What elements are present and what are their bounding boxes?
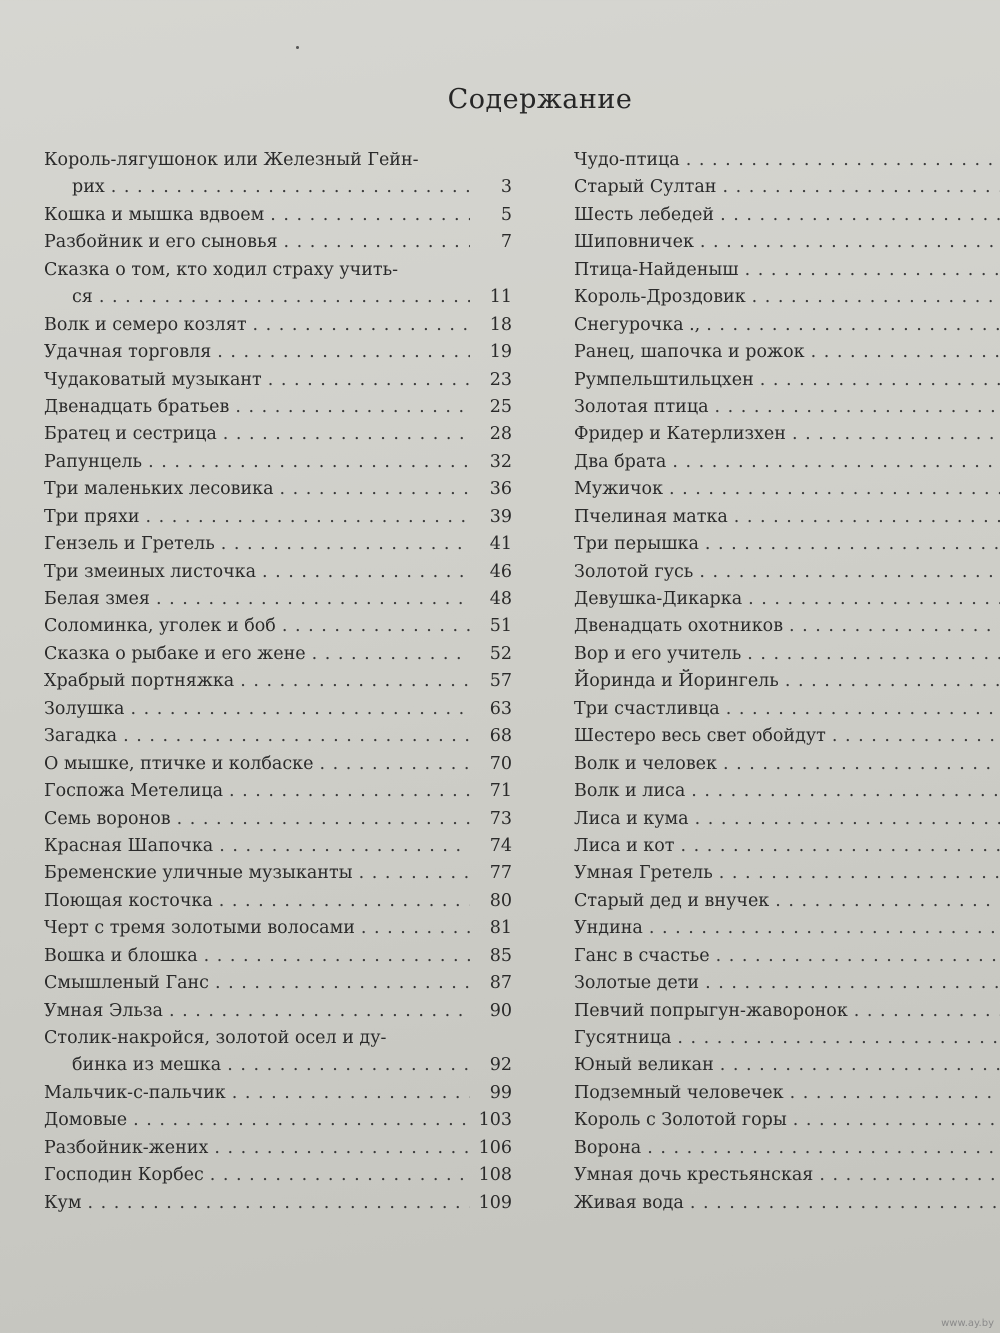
toc-page-number: 63	[489, 698, 512, 719]
toc-entry	[44, 726, 512, 753]
toc-entry	[44, 342, 512, 369]
toc-entry	[574, 534, 1000, 561]
toc-entry-title: Разбойник-жених	[44, 1137, 209, 1158]
toc-entry-title: Гензель и Гретель	[44, 534, 215, 555]
toc-dot-leader	[792, 424, 1000, 444]
toc-entry	[574, 616, 1000, 643]
toc-entry-title: Король с Золотой горы	[574, 1110, 787, 1131]
toc-entry-title: Сказка о рыбаке и его жене	[44, 643, 306, 664]
toc-entry	[574, 1055, 1000, 1082]
toc-entry-title: Мальчик-с-пальчик	[44, 1082, 226, 1103]
toc-entry-title: Волк и человек	[574, 753, 717, 774]
toc-entry	[44, 534, 512, 561]
toc-entry	[574, 918, 1000, 945]
toc-entry-title: Загадка	[44, 726, 118, 747]
toc-entry	[574, 150, 1000, 177]
toc-dot-leader	[99, 287, 470, 307]
toc-entry-title: Разбойник и его сыновья	[44, 232, 278, 253]
toc-page-number: 25	[489, 396, 512, 417]
toc-dot-leader	[87, 1193, 470, 1213]
toc-entry-title: Умная дочь крестьянская	[574, 1165, 814, 1186]
toc-entry	[44, 315, 512, 342]
toc-entry-title: Ворона	[574, 1137, 642, 1158]
toc-entry-title: Чудаковатый музыкант	[44, 369, 262, 390]
toc-entry	[44, 671, 512, 698]
toc-dot-leader	[229, 781, 470, 801]
toc-dot-leader	[146, 507, 470, 527]
toc-entry	[44, 863, 512, 890]
toc-dot-leader	[647, 1138, 1000, 1158]
toc-dot-leader	[359, 863, 470, 883]
toc-dot-leader	[752, 287, 1000, 307]
toc-entry-title: Столик-накройся, золотой осел и ду-	[44, 1028, 387, 1048]
toc-page-number: 103	[478, 1110, 512, 1131]
toc-entry	[44, 370, 512, 397]
toc-page-number: 68	[489, 726, 512, 747]
toc-dot-leader	[235, 397, 470, 417]
toc-dot-leader	[282, 616, 470, 636]
toc-entry-title: Рапунцель	[44, 451, 143, 472]
toc-entry	[44, 1028, 512, 1055]
toc-entry-title: Соломинка, уголек и боб	[44, 616, 276, 637]
toc-dot-leader	[747, 644, 1000, 664]
toc-page-number: 3	[500, 177, 512, 198]
toc-page-number: 77	[489, 863, 512, 884]
toc-dot-leader	[672, 452, 1000, 472]
toc-entry	[44, 479, 512, 506]
toc-dot-leader	[214, 1138, 470, 1158]
toc-entry-title: Фридер и Катерлизхен	[574, 424, 786, 445]
toc-dot-leader	[680, 836, 1000, 856]
toc-entry-title: бинка из мешка	[72, 1055, 222, 1076]
toc-dot-leader	[361, 918, 470, 938]
toc-entry	[574, 1138, 1000, 1165]
toc-dot-leader	[217, 342, 470, 362]
toc-dot-leader	[148, 452, 470, 472]
toc-entry-title: Госпожа Метелица	[44, 781, 223, 802]
toc-entry	[574, 479, 1000, 506]
toc-entry	[574, 863, 1000, 890]
toc-page-number: 18	[489, 314, 512, 335]
toc-entry	[44, 616, 512, 643]
toc-dot-leader	[227, 1055, 470, 1075]
toc-entry	[44, 150, 512, 177]
toc-page-number: 80	[489, 890, 512, 911]
toc-dot-leader	[221, 534, 470, 554]
toc-entry-title: Девушка-Дикарка	[574, 589, 743, 609]
toc-page-number: 11	[489, 287, 512, 308]
toc-entry-title: Черт с тремя золотыми волосами	[44, 918, 355, 939]
toc-entry-title: Белая змея	[44, 589, 150, 609]
toc-entry-title: Старый дед и внучек	[574, 890, 770, 911]
toc-entry-title: Домовые	[44, 1110, 128, 1131]
toc-entry	[44, 699, 512, 726]
print-speck	[296, 46, 299, 49]
toc-dot-leader	[133, 1110, 470, 1130]
toc-entry-title: Мужичок	[574, 479, 664, 500]
toc-dot-leader	[215, 973, 470, 993]
toc-entry-title: Три счастливца	[574, 698, 720, 719]
toc-entry	[44, 836, 512, 863]
toc-entry	[574, 1110, 1000, 1137]
toc-page-number: 106	[478, 1137, 512, 1158]
toc-column-left	[44, 150, 512, 1220]
toc-entry	[574, 287, 1000, 314]
toc-page-number: 92	[489, 1055, 512, 1076]
toc-dot-leader	[177, 809, 470, 829]
toc-dot-leader	[695, 809, 1000, 829]
toc-entry-title: Золотая птица	[574, 396, 709, 417]
toc-dot-leader	[789, 616, 1000, 636]
toc-entry	[44, 424, 512, 451]
toc-dot-leader	[686, 150, 1000, 170]
toc-dot-leader	[793, 1110, 1000, 1130]
toc-entry-title: Король-Дроздовик	[574, 287, 746, 308]
toc-entry-title: Три перышка	[574, 534, 699, 555]
toc-entry	[44, 452, 512, 479]
toc-entry	[574, 589, 1000, 616]
toc-entry	[44, 1193, 512, 1220]
toc-entry-title: Удачная торговля	[44, 342, 212, 363]
toc-dot-leader	[748, 589, 1000, 609]
toc-dot-leader	[319, 754, 470, 774]
toc-entry-title: Три пряхи	[44, 506, 140, 527]
toc-dot-leader	[219, 891, 470, 911]
toc-dot-leader	[223, 424, 470, 444]
toc-entry-title: Шиповничек	[574, 232, 694, 253]
toc-dot-leader	[700, 232, 1000, 252]
toc-entry-title: Ранец, шапочка и рожок	[574, 342, 805, 363]
toc-dot-leader	[204, 946, 470, 966]
toc-page-number: 28	[489, 424, 512, 445]
toc-entry-title: Двенадцать братьев	[44, 396, 230, 417]
toc-entry	[574, 809, 1000, 836]
toc-page-number: 5	[500, 204, 512, 225]
toc-entry	[574, 1028, 1000, 1055]
toc-dot-leader	[734, 507, 1000, 527]
toc-dot-leader	[312, 644, 470, 664]
toc-entry-title: Лиса и кума	[574, 808, 689, 829]
toc-dot-leader	[210, 1165, 470, 1185]
toc-entry	[44, 754, 512, 781]
toc-page-number: 23	[489, 369, 512, 390]
toc-page-number: 99	[489, 1082, 512, 1103]
toc-entry-title: Бременские уличные музыканты	[44, 863, 353, 884]
toc-dot-leader	[785, 671, 1000, 691]
toc-dot-leader	[722, 177, 1000, 197]
toc-entry	[44, 287, 512, 314]
toc-page-number: 87	[489, 973, 512, 994]
toc-entry-title: О мышке, птичке и колбаске	[44, 753, 314, 774]
toc-entry	[44, 507, 512, 534]
toc-entry	[44, 644, 512, 671]
watermark: www.ay.by	[941, 1318, 994, 1329]
toc-entry-title: Юный великан	[574, 1055, 714, 1076]
toc-dot-leader	[284, 232, 470, 252]
toc-entry	[574, 726, 1000, 753]
toc-entry	[574, 781, 1000, 808]
toc-entry-title: Румпельштильцхен	[574, 369, 754, 390]
toc-entry-title: Братец и сестрица	[44, 424, 217, 445]
toc-entry-title: Двенадцать охотников	[574, 616, 784, 637]
toc-entry-title: Гусятница	[574, 1028, 672, 1048]
toc-dot-leader	[726, 699, 1000, 719]
toc-entry	[44, 260, 512, 287]
toc-page-number: 90	[489, 1000, 512, 1021]
toc-page-number: 19	[489, 342, 512, 363]
toc-dot-leader	[706, 315, 1000, 335]
toc-dot-leader	[790, 1083, 1000, 1103]
toc-entry	[44, 918, 512, 945]
toc-page-number: 108	[478, 1165, 512, 1186]
toc-entry-title: Умная Эльза	[44, 1000, 163, 1021]
toc-entry	[44, 809, 512, 836]
toc-dot-leader	[720, 1055, 1000, 1075]
toc-entry-title: Лиса и кот	[574, 835, 675, 856]
toc-entry	[44, 397, 512, 424]
toc-entry-title: Подземный человечек	[574, 1082, 784, 1103]
toc-entry-title: Певчий попрыгун-жаворонок	[574, 1000, 848, 1021]
toc-entry	[574, 232, 1000, 259]
toc-entry	[574, 1193, 1000, 1220]
toc-page-number: 73	[489, 808, 512, 829]
toc-dot-leader	[819, 1165, 1000, 1185]
toc-page-number: 52	[489, 643, 512, 664]
toc-entry	[574, 315, 1000, 342]
toc-dot-leader	[854, 1001, 1000, 1021]
toc-dot-leader	[690, 1193, 1000, 1213]
toc-entry-title: Йоринда и Йорингель	[574, 671, 779, 692]
toc-entry-title: Три змеиных листочка	[44, 561, 257, 582]
toc-column-right	[574, 150, 1000, 1220]
toc-page-number: 32	[489, 451, 512, 472]
toc-page-number: 7	[500, 232, 512, 253]
toc-entry-title: Чудо-птица	[574, 150, 680, 170]
toc-page-number: 39	[489, 506, 512, 527]
toc-page-number: 46	[489, 561, 512, 582]
toc-entry-title: Сказка о том, кто ходил страху учить-	[44, 259, 399, 280]
toc-page-number: 70	[489, 753, 512, 774]
page-title: Содержание	[447, 84, 633, 115]
toc-dot-leader	[832, 726, 1000, 746]
toc-entry	[44, 1110, 512, 1137]
toc-entry-title: Живая вода	[574, 1192, 684, 1213]
toc-page-number: 41	[489, 534, 512, 555]
toc-entry	[574, 644, 1000, 671]
toc-dot-leader	[691, 781, 1000, 801]
toc-entry-title: Поющая косточка	[44, 890, 213, 911]
toc-dot-leader	[699, 562, 1000, 582]
toc-entry-title: Господин Корбес	[44, 1165, 204, 1186]
toc-page-number: 81	[489, 918, 512, 939]
toc-dot-leader	[723, 754, 1000, 774]
toc-dot-leader	[760, 370, 1000, 390]
toc-entry	[574, 1165, 1000, 1192]
toc-entry-title: Золушка	[44, 698, 125, 719]
toc-page-number: 85	[489, 945, 512, 966]
toc-dot-leader	[775, 891, 1000, 911]
toc-entry-title: Волк и лиса	[574, 781, 686, 802]
toc-dot-leader	[270, 205, 470, 225]
toc-dot-leader	[268, 370, 470, 390]
toc-entry	[574, 507, 1000, 534]
toc-entry-title: Красная Шапочка	[44, 835, 214, 856]
toc-entry	[574, 699, 1000, 726]
toc-entry	[44, 562, 512, 589]
toc-page-number: 57	[489, 671, 512, 692]
toc-entry	[44, 205, 512, 232]
toc-entry-title: Умная Гретель	[574, 863, 713, 884]
toc-dot-leader	[677, 1028, 1000, 1048]
toc-entry-title: Храбрый портняжка	[44, 671, 235, 692]
toc-dot-leader	[649, 918, 1000, 938]
toc-page-number: 51	[489, 616, 512, 637]
toc-entry-title: Кум	[44, 1192, 82, 1213]
toc-dot-leader	[811, 342, 1000, 362]
toc-entry-title: рих	[72, 177, 105, 198]
toc-page-number: 74	[489, 835, 512, 856]
toc-entry-title: Старый Султан	[574, 177, 717, 198]
toc-dot-leader	[123, 726, 470, 746]
toc-entry	[574, 397, 1000, 424]
toc-dot-leader	[111, 177, 470, 197]
toc-dot-leader	[705, 534, 1000, 554]
toc-entry	[44, 1138, 512, 1165]
toc-entry-title: Король-лягушонок или Железный Гейн-	[44, 150, 419, 170]
toc-entry	[44, 1083, 512, 1110]
toc-entry	[44, 781, 512, 808]
toc-entry-title: Семь воронов	[44, 808, 171, 829]
toc-entry-title: Золотой гусь	[574, 561, 694, 582]
toc-dot-leader	[232, 1083, 470, 1103]
toc-page-number: 109	[478, 1192, 512, 1213]
toc-entry	[44, 1165, 512, 1192]
toc-dot-leader	[715, 397, 1000, 417]
toc-entry-title: Кошка и мышка вдвоем	[44, 204, 265, 225]
toc-dot-leader	[156, 589, 470, 609]
toc-entry	[574, 671, 1000, 698]
toc-entry	[574, 452, 1000, 479]
toc-entry	[44, 891, 512, 918]
toc-entry	[44, 946, 512, 973]
toc-entry-title: Вошка и блошка	[44, 945, 198, 966]
toc-entry-title: Смышленый Ганс	[44, 973, 209, 994]
toc-entry-title: Снегурочка .,	[574, 314, 701, 335]
toc-entry-title: Шесть лебедей	[574, 204, 715, 225]
toc-dot-leader	[745, 260, 1000, 280]
toc-entry-title: Волк и семеро козлят	[44, 314, 247, 335]
toc-entry	[44, 1001, 512, 1028]
toc-entry-title: Два брата	[574, 451, 667, 472]
toc-entry-title: Три маленьких лесовика	[44, 479, 274, 500]
toc-dot-leader	[131, 699, 471, 719]
toc-dot-leader	[169, 1001, 470, 1021]
toc-entry	[574, 205, 1000, 232]
toc-entry-title: Шестеро весь свет обойдут	[574, 726, 826, 747]
toc-entry-title: Пчелиная матка	[574, 506, 728, 527]
toc-dot-leader	[669, 479, 1000, 499]
toc-dot-leader	[716, 946, 1000, 966]
toc-entry	[44, 232, 512, 259]
toc-entry	[44, 1055, 512, 1082]
toc-entry	[44, 177, 512, 204]
toc-entry	[574, 370, 1000, 397]
toc-entry-title: Золотые дети	[574, 973, 700, 994]
toc-entry	[574, 836, 1000, 863]
toc-entry	[574, 562, 1000, 589]
toc-entry-title: ся	[72, 287, 93, 308]
toc-entry	[574, 891, 1000, 918]
toc-entry	[574, 1001, 1000, 1028]
toc-entry	[574, 1083, 1000, 1110]
toc-entry	[574, 177, 1000, 204]
toc-dot-leader	[719, 863, 1000, 883]
toc-dot-leader	[705, 973, 1000, 993]
toc-dot-leader	[219, 836, 470, 856]
toc-entry	[574, 754, 1000, 781]
toc-entry	[574, 342, 1000, 369]
toc-dot-leader	[720, 205, 1000, 225]
toc-entry-title: Птица-Найденыш	[574, 259, 739, 280]
toc-entry-title: Вор и его учитель	[574, 643, 742, 664]
toc-dot-leader	[240, 671, 470, 691]
toc-entry	[574, 424, 1000, 451]
toc-entry-title: Ганс в счастье	[574, 945, 710, 966]
toc-dot-leader	[253, 315, 470, 335]
toc-dot-leader	[262, 562, 470, 582]
toc-entry	[574, 260, 1000, 287]
toc-entry	[44, 973, 512, 1000]
toc-page-number: 71	[489, 781, 512, 802]
toc-entry	[44, 589, 512, 616]
toc-entry	[574, 946, 1000, 973]
toc-dot-leader	[280, 479, 470, 499]
toc-entry	[574, 973, 1000, 1000]
toc-page-number: 48	[489, 589, 512, 609]
toc-page-number: 36	[489, 479, 512, 500]
toc-entry-title: Ундина	[574, 918, 643, 939]
